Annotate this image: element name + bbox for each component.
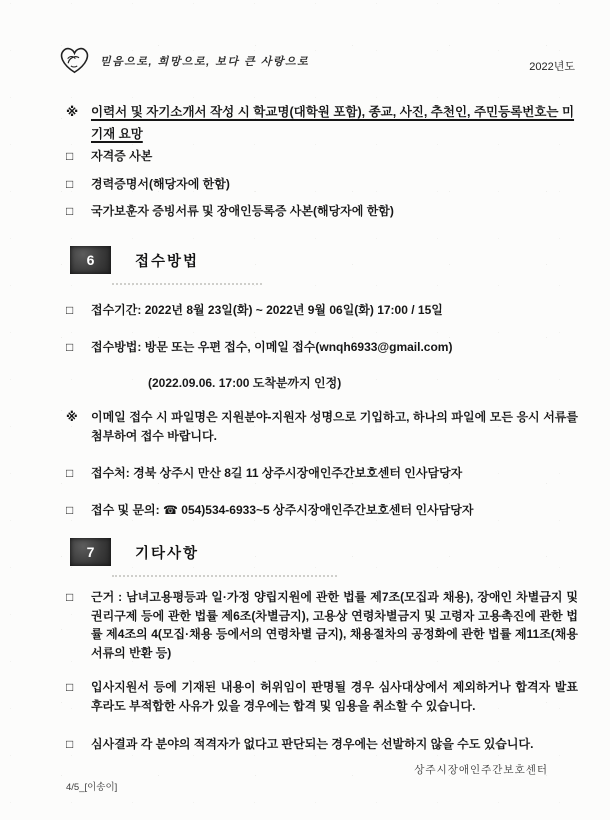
email-filename-note-row — [66, 408, 578, 446]
checkbox-icon: □ — [66, 340, 74, 354]
no-selection-row — [66, 735, 578, 754]
attachment-item-license — [66, 147, 578, 166]
section-6-header — [70, 246, 199, 274]
contact-rest: 054)534-6933~5 상주시장애인주간보호센터 인사담당자 — [181, 503, 474, 517]
heart-hands-logo-icon — [58, 46, 91, 75]
org-slogan: 믿음으로, 희망으로, 보다 큰 사랑으로 — [100, 55, 310, 68]
contact-text — [91, 501, 578, 520]
scan-smudge-line — [112, 283, 262, 285]
reception-deadline-note: (2022.09.06. 17:00 도착분까지 인정) — [148, 376, 342, 390]
checkbox-icon: □ — [66, 590, 74, 604]
attachment-item-career — [66, 175, 578, 194]
checkbox-icon: □ — [66, 303, 74, 317]
section-title: 기타사항 — [135, 545, 200, 562]
org-logo — [58, 46, 309, 75]
reception-method-text: 접수방법: 방문 또는 우편 접수, 이메일 접수(wnqh6933@gmail.com) — [91, 340, 453, 354]
checkbox-icon: □ — [66, 737, 74, 751]
notice-text: 이력서 및 자기소개서 작성 시 학교명(대학원 포함), 종교, 사진, 추천인, 주민등록번호는 미기재 요망 — [91, 105, 575, 141]
phone-icon: ☎ — [162, 503, 178, 517]
checkbox-icon: □ — [66, 503, 74, 517]
reference-mark-icon: ※ — [66, 105, 79, 119]
no-selection-text: 심사결과 각 분야의 적격자가 없다고 판단되는 경우에는 선발하지 않을 수도 있습니다. — [91, 737, 534, 751]
checkbox-icon: □ — [66, 204, 74, 218]
section-title: 접수방법 — [135, 253, 200, 270]
checkbox-icon: □ — [66, 680, 74, 694]
reception-period-row — [66, 301, 578, 320]
legal-basis-text: 근거 : 남녀고용평등과 일·가정 양립지원에 관한 법률 제7조(모집과 채용), 장애인 차별금지 및 권리구제 등에 관한 법률 제6조(차별금지), 고용상 연령차별금지 및 고령자 고용촉진에 관한 법률 제4조의 4(모집·채용 등에서의 연령차별 금지), 채용절차의 공정화에 관한 법률 제11조(채용서류의 반환 등) — [91, 590, 578, 660]
false-statement-text: 입사지원서 등에 기재된 내용이 허위임이 판명될 경우 심사대상에서 제외하거나 합격자 발표 후라도 부적합한 사유가 있을 경우에는 합격 및 임용을 취소할 수 있습니다. — [91, 680, 578, 713]
contact-prefix: 접수 및 문의: — [91, 503, 160, 517]
false-statement-row — [66, 678, 578, 715]
notice-no-personal-info — [66, 101, 578, 145]
checkbox-icon: □ — [66, 149, 74, 163]
scan-smudge-line — [112, 575, 337, 577]
attachment-item-veteran — [66, 202, 578, 221]
legal-basis-row — [66, 588, 578, 662]
year-label: 2022년도 — [529, 61, 575, 73]
footer-page-label: 4/5_[이송이] — [66, 782, 118, 793]
email-filename-note-text: 이메일 접수 시 파일명은 지원분야-지원자 성명으로 기입하고, 하나의 파일에 모든 응시 서류를 첨부하여 접수 바랍니다. — [91, 410, 578, 443]
section-number-badge: 7 — [70, 538, 111, 566]
reception-address-text: 접수처: 경북 상주시 만산 8길 11 상주시장애인주간보호센터 인사담당자 — [91, 466, 463, 480]
checkbox-icon: □ — [66, 466, 74, 480]
attachment-item-label: 국가보훈자 증빙서류 및 장애인등록증 사본(해당자에 한함) — [91, 204, 394, 218]
reference-mark-icon: ※ — [66, 410, 78, 424]
section-number-badge: 6 — [70, 246, 111, 274]
reception-address-row — [66, 464, 578, 483]
reception-period-text: 접수기간: 2022년 8월 23일(화) ~ 2022년 9월 06일(화) 17:00 / 15일 — [91, 303, 443, 317]
checkbox-icon: □ — [66, 177, 74, 191]
attachment-item-label: 경력증명서(해당자에 한함) — [91, 177, 230, 191]
contact-row — [66, 501, 578, 520]
footer-org-name: 상주시장애인주간보호센터 — [414, 764, 548, 776]
attachment-item-label: 자격증 사본 — [91, 149, 153, 163]
section-7-header — [70, 538, 199, 566]
reception-method-row — [66, 338, 578, 357]
